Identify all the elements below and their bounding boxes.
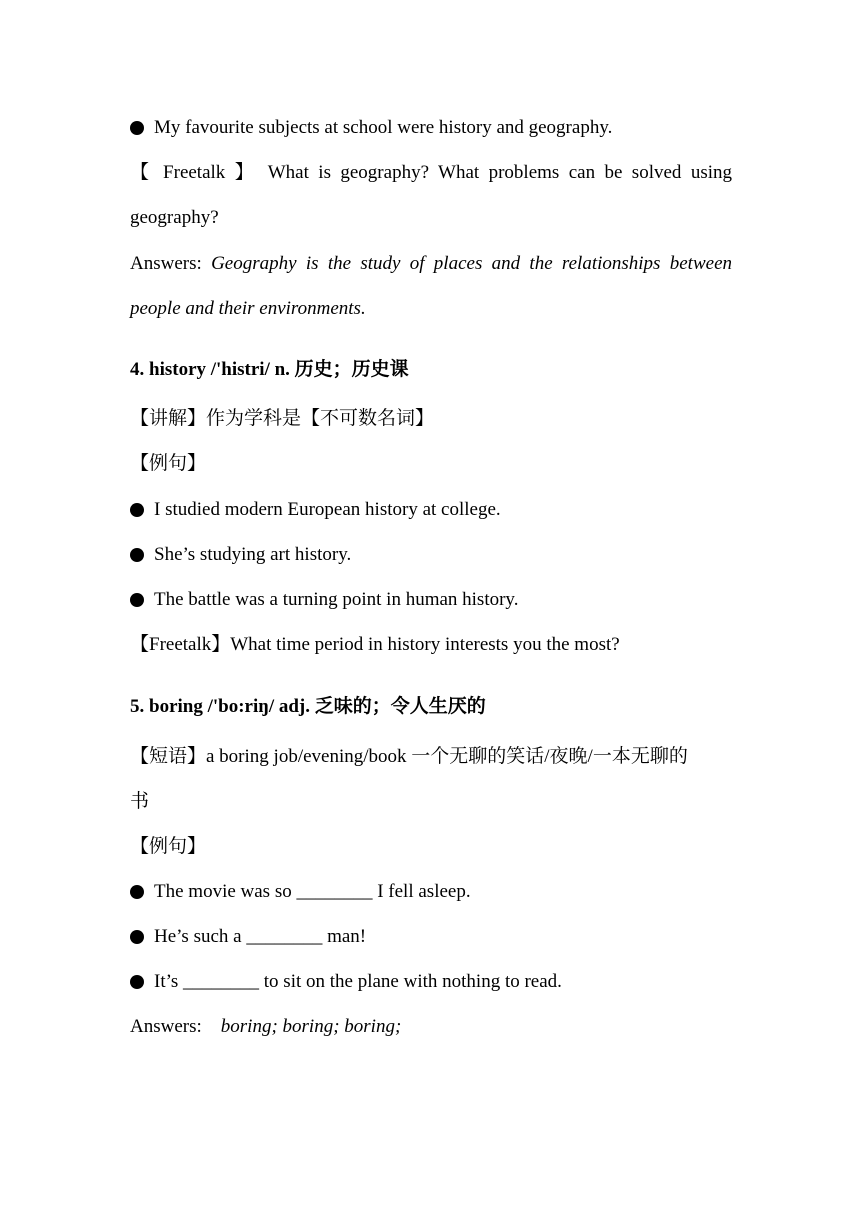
examples-label: 【例句】 — [130, 836, 207, 857]
bullet-icon — [130, 885, 144, 899]
answers-line — [130, 1015, 732, 1039]
freetalk-question: 【 Freetalk 】 What is geography? What problems can be solved using — [130, 162, 732, 183]
bullet-icon — [130, 503, 144, 517]
answers-text: boring; boring; boring; — [220, 1016, 402, 1037]
phrase-line: 【短语】a boring job/evening/book 一个无聊的笑话/夜晚/一本无聊的 — [130, 746, 688, 767]
example-sentence: It’s ________ to sit on the plane with nothing to read. — [154, 971, 562, 992]
explanation: 【讲解】作为学科是【不可数名词】 — [130, 408, 435, 429]
answers-text-cont: people and their environments. — [130, 298, 366, 319]
entry-heading-history: 4. history /'histri/ n. 历史；历史课 — [130, 359, 409, 380]
example-sentence: She’s studying art history. — [154, 544, 352, 565]
answers-label: Answers: — [130, 1016, 221, 1037]
answers-label: Answers: — [130, 253, 212, 274]
example-sentence: I studied modern European history at college. — [154, 499, 501, 520]
answers-text: Geography is the study of places and the relationships between — [211, 253, 733, 274]
freetalk-question-cont: geography? — [130, 207, 219, 228]
bullet-icon — [130, 548, 144, 562]
bullet-icon — [130, 975, 144, 989]
answers-line — [130, 252, 732, 276]
freetalk-question: 【Freetalk】What time period in history interests you the most? — [130, 634, 620, 655]
entry-heading-boring: 5. boring /'bo:riŋ/ adj. 乏味的；令人生厌的 — [130, 696, 486, 717]
example-sentence: The battle was a turning point in human history. — [154, 589, 519, 610]
example-sentence: He’s such a ________ man! — [154, 926, 367, 947]
phrase-line-cont: 书 — [130, 791, 150, 812]
bullet-icon — [130, 593, 144, 607]
example-sentence: The movie was so ________ I fell asleep. — [154, 881, 471, 902]
bullet-icon — [130, 930, 144, 944]
examples-label: 【例句】 — [130, 453, 207, 474]
example-sentence: My favourite subjects at school were history and geography. — [154, 117, 613, 138]
bullet-icon — [130, 121, 144, 135]
